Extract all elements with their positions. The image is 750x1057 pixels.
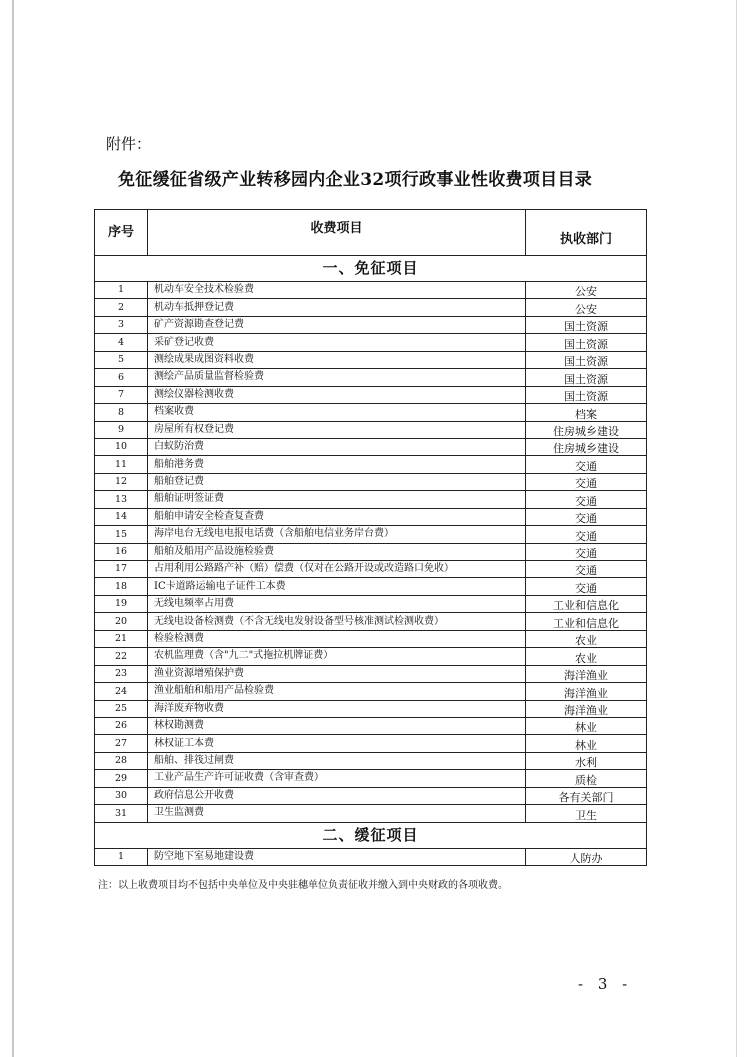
collecting-dept: 工业和信息化 xyxy=(526,613,647,630)
table-row xyxy=(95,717,647,734)
row-number: 1 xyxy=(95,848,148,865)
fee-item: IC卡道路运输电子证件工本费 xyxy=(148,578,526,595)
table-row xyxy=(95,526,647,543)
collecting-dept: 林业 xyxy=(526,717,647,734)
table-row xyxy=(95,683,647,700)
row-number: 6 xyxy=(95,369,148,386)
fee-item: 船舶登记费 xyxy=(148,473,526,490)
collecting-dept: 交通 xyxy=(526,578,647,595)
fee-item: 船舶港务费 xyxy=(148,456,526,473)
row-number: 5 xyxy=(95,351,148,368)
row-number: 8 xyxy=(95,404,148,421)
row-number: 16 xyxy=(95,543,148,560)
table-row xyxy=(95,404,647,421)
collecting-dept: 国土资源 xyxy=(526,334,647,351)
header-no: 序号 xyxy=(95,210,148,256)
row-number: 13 xyxy=(95,491,148,508)
collecting-dept: 国土资源 xyxy=(526,386,647,403)
fee-item: 林权证工本费 xyxy=(148,735,526,752)
fee-item: 测绘成果成图资料收费 xyxy=(148,351,526,368)
section-deferred-title: 二、缓征项目 xyxy=(95,822,647,848)
fee-item: 船舶申请安全检查复查费 xyxy=(148,508,526,525)
table-row xyxy=(95,491,647,508)
fee-item: 测绘产品质量监督检验费 xyxy=(148,369,526,386)
table-row xyxy=(95,578,647,595)
section-deferred-row xyxy=(95,822,647,848)
collecting-dept: 农业 xyxy=(526,630,647,647)
row-number: 15 xyxy=(95,526,148,543)
fee-item: 工业产品生产许可证收费（含审查费） xyxy=(148,770,526,787)
document-title: 免征缓征省级产业转移园内企业32项行政事业性收费项目目录 xyxy=(118,170,593,190)
collecting-dept: 海洋渔业 xyxy=(526,700,647,717)
collecting-dept: 质检 xyxy=(526,770,647,787)
collecting-dept: 林业 xyxy=(526,735,647,752)
table-row xyxy=(95,735,647,752)
table-row xyxy=(95,543,647,560)
row-number: 31 xyxy=(95,805,148,822)
collecting-dept: 各有关部门 xyxy=(526,787,647,804)
fee-item: 防空地下室易地建设费 xyxy=(148,848,526,865)
collecting-dept: 国土资源 xyxy=(526,316,647,333)
fee-item: 政府信息公开收费 xyxy=(148,787,526,804)
row-number: 9 xyxy=(95,421,148,438)
row-number: 30 xyxy=(95,787,148,804)
row-number: 28 xyxy=(95,752,148,769)
row-number: 4 xyxy=(95,334,148,351)
fee-item: 机动车抵押登记费 xyxy=(148,299,526,316)
table-row xyxy=(95,438,647,455)
row-number: 27 xyxy=(95,735,148,752)
fee-table xyxy=(94,209,647,866)
section-exempt-row xyxy=(95,256,647,282)
table-row xyxy=(95,561,647,578)
collecting-dept: 住房城乡建设 xyxy=(526,421,647,438)
fee-item: 船舶、排筏过闸费 xyxy=(148,752,526,769)
row-number: 22 xyxy=(95,648,148,665)
row-number: 17 xyxy=(95,561,148,578)
row-number: 10 xyxy=(95,438,148,455)
fee-item: 检验检测费 xyxy=(148,630,526,647)
fee-item: 林权勘测费 xyxy=(148,717,526,734)
table-row xyxy=(95,369,647,386)
row-number: 18 xyxy=(95,578,148,595)
row-number: 1 xyxy=(95,282,148,299)
table-row xyxy=(95,848,647,865)
collecting-dept: 工业和信息化 xyxy=(526,595,647,612)
table-row xyxy=(95,456,647,473)
fee-item: 无线电设备检测费（不含无线电发射设备型号核准测试检测收费） xyxy=(148,613,526,630)
row-number: 12 xyxy=(95,473,148,490)
row-number: 23 xyxy=(95,665,148,682)
fee-item: 房屋所有权登记费 xyxy=(148,421,526,438)
table-row xyxy=(95,351,647,368)
row-number: 3 xyxy=(95,316,148,333)
table-row xyxy=(95,630,647,647)
scan-edge-left xyxy=(12,0,14,1057)
table-row xyxy=(95,334,647,351)
collecting-dept: 交通 xyxy=(526,561,647,578)
collecting-dept: 交通 xyxy=(526,508,647,525)
fee-item: 农机监理费（含"九二"式拖拉机牌证费） xyxy=(148,648,526,665)
table-row xyxy=(95,282,647,299)
row-number: 19 xyxy=(95,595,148,612)
row-number: 24 xyxy=(95,683,148,700)
collecting-dept: 档案 xyxy=(526,404,647,421)
fee-item: 测绘仪器检测收费 xyxy=(148,386,526,403)
fee-item: 海洋废弃物收费 xyxy=(148,700,526,717)
collecting-dept: 农业 xyxy=(526,648,647,665)
collecting-dept: 交通 xyxy=(526,473,647,490)
fee-item: 渔业船舶和船用产品检验费 xyxy=(148,683,526,700)
table-row xyxy=(95,473,647,490)
table-row xyxy=(95,787,647,804)
collecting-dept: 交通 xyxy=(526,543,647,560)
fee-item: 白蚁防治费 xyxy=(148,438,526,455)
row-number: 25 xyxy=(95,700,148,717)
row-number: 29 xyxy=(95,770,148,787)
row-number: 14 xyxy=(95,508,148,525)
row-number: 20 xyxy=(95,613,148,630)
fee-item: 海岸电台无线电电报电话费（含船舶电信业务岸台费） xyxy=(148,526,526,543)
fee-item: 卫生监测费 xyxy=(148,805,526,822)
table-row xyxy=(95,299,647,316)
collecting-dept: 交通 xyxy=(526,456,647,473)
fee-item: 渔业资源增殖保护费 xyxy=(148,665,526,682)
table-row xyxy=(95,613,647,630)
collecting-dept: 交通 xyxy=(526,526,647,543)
fee-item: 档案收费 xyxy=(148,404,526,421)
section-exempt-title: 一、免征项目 xyxy=(95,256,647,282)
row-number: 21 xyxy=(95,630,148,647)
fee-item: 机动车安全技术检验费 xyxy=(148,282,526,299)
table-row xyxy=(95,770,647,787)
table-row xyxy=(95,508,647,525)
fee-item: 船舶证明签证费 xyxy=(148,491,526,508)
table-row xyxy=(95,421,647,438)
row-number: 11 xyxy=(95,456,148,473)
collecting-dept: 人防办 xyxy=(526,848,647,865)
table-row xyxy=(95,700,647,717)
fee-item: 船舶及船用产品设施检验费 xyxy=(148,543,526,560)
collecting-dept: 卫生 xyxy=(526,805,647,822)
attachment-label: 附件： xyxy=(106,135,152,153)
table-row xyxy=(95,595,647,612)
collecting-dept: 海洋渔业 xyxy=(526,683,647,700)
table-row xyxy=(95,805,647,822)
collecting-dept: 海洋渔业 xyxy=(526,665,647,682)
collecting-dept: 住房城乡建设 xyxy=(526,438,647,455)
row-number: 7 xyxy=(95,386,148,403)
footnote: 注：以上收费项目均不包括中央单位及中央驻穗单位负责征收并缴入到中央财政的各项收费。 xyxy=(98,880,508,891)
fee-item: 无线电频率占用费 xyxy=(148,595,526,612)
collecting-dept: 国土资源 xyxy=(526,351,647,368)
fee-item: 占用利用公路路产补（赔）偿费（仅对在公路开设或改造路口免收） xyxy=(148,561,526,578)
collecting-dept: 国土资源 xyxy=(526,369,647,386)
scan-edge-right xyxy=(736,0,737,1057)
fee-item: 采矿登记收费 xyxy=(148,334,526,351)
row-number: 26 xyxy=(95,717,148,734)
page-number: - 3 - xyxy=(578,975,633,993)
table-row xyxy=(95,386,647,403)
fee-item: 矿产资源勘查登记费 xyxy=(148,316,526,333)
collecting-dept: 交通 xyxy=(526,491,647,508)
row-number: 2 xyxy=(95,299,148,316)
header-item: 收费项目 xyxy=(148,210,526,256)
table-row xyxy=(95,648,647,665)
table-header-row xyxy=(95,210,647,256)
table-row xyxy=(95,752,647,769)
collecting-dept: 公安 xyxy=(526,299,647,316)
table-row xyxy=(95,665,647,682)
header-dept: 执收部门 xyxy=(526,210,647,256)
collecting-dept: 公安 xyxy=(526,282,647,299)
collecting-dept: 水利 xyxy=(526,752,647,769)
table-row xyxy=(95,316,647,333)
